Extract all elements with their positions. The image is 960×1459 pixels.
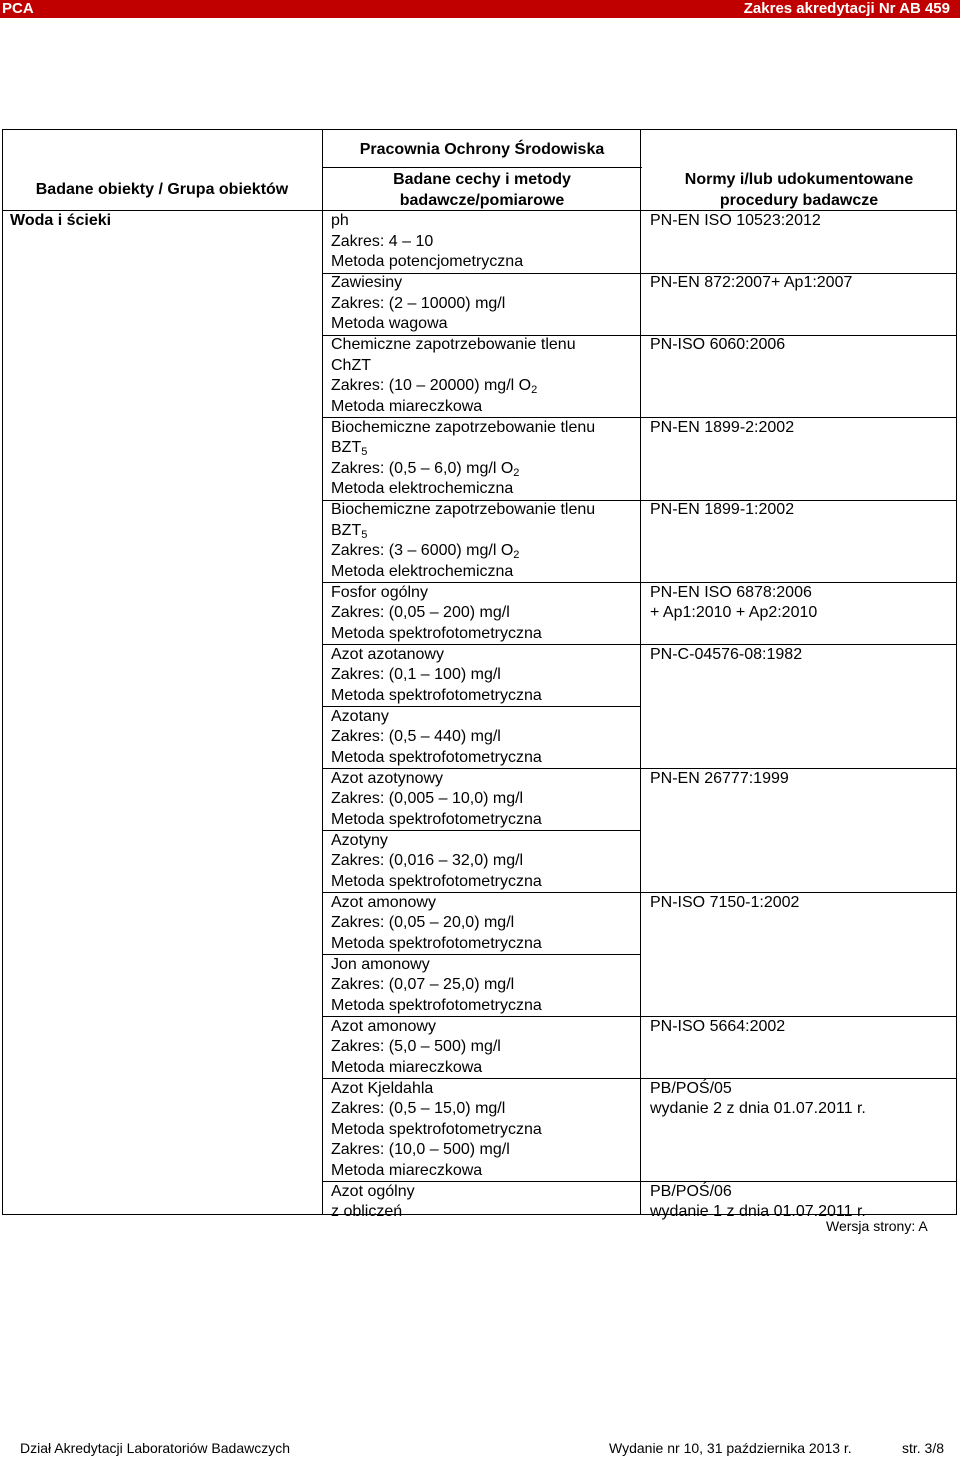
method-line: Zakres: (0,005 – 10,0) mg/l: [331, 790, 524, 807]
method-line: Azotany: [331, 707, 389, 725]
method-line: Zakres: (0,016 – 32,0) mg/l: [331, 852, 524, 869]
norm-line: PN-EN 26777:1999: [650, 769, 789, 787]
method-cell: [331, 1182, 636, 1223]
method-cell: [331, 1079, 636, 1182]
lab-name: Pracownia Ochrony Środowiska: [359, 141, 605, 158]
footer-edition: Wydanie nr 10, 31 października 2013 r.: [609, 1440, 852, 1456]
object-group: Woda i ścieki: [10, 212, 112, 229]
method-line: Azot azotanowy: [331, 645, 444, 663]
method-line: Metoda spektrofotometryczna: [331, 686, 542, 704]
header-right-label: Zakres akredytacji Nr AB 459: [743, 0, 950, 17]
method-line: Zakres: (0,5 – 440) mg/l: [331, 728, 501, 745]
rule-col1: [322, 129, 323, 1215]
method-cell: [331, 335, 636, 417]
method-line: Biochemiczne zapotrzebowanie tlenu: [331, 501, 596, 518]
method-cell: [331, 831, 636, 893]
method-line: Azot Kjeldahla: [331, 1079, 434, 1097]
norm-line: PN-ISO 6060:2006: [650, 336, 786, 353]
method-line: Metoda spektrofotometryczna: [331, 1120, 542, 1138]
method-line: Metoda miareczkowa: [331, 1161, 483, 1179]
method-line: z obliczeń: [331, 1203, 403, 1220]
norm-cell: [650, 1079, 950, 1120]
norm-line: PN-ISO 5664:2002: [650, 1017, 786, 1035]
method-line: Jon amonowy: [331, 955, 430, 973]
method-line: Zakres: (10,0 – 500) mg/l: [331, 1141, 510, 1158]
norm-line: + Ap1:2010 + Ap2:2010: [650, 604, 818, 621]
header-left-label: PCA: [2, 0, 34, 17]
norm-line: PN-C-04576-08:1982: [650, 645, 803, 663]
norm-cell: [650, 211, 950, 232]
method-line: Chemiczne zapotrzebowanie tlenu: [331, 336, 576, 353]
norm-cell: [650, 335, 950, 356]
norm-line: PN-EN 1899-2:2002: [650, 418, 795, 436]
norm-cell: [650, 500, 950, 521]
method-line: $BZT_5$: [331, 521, 368, 541]
method-line: Zakres: (5,0 – 500) mg/l: [331, 1038, 501, 1055]
norm-line: PN-EN 1899-1:2002: [650, 501, 795, 518]
method-line: Metoda spektrofotometryczna: [331, 624, 542, 642]
header-objects: Badane obiekty / Grupa obiektów: [35, 181, 289, 198]
norm-line: PN-EN ISO 6878:2006: [650, 583, 812, 601]
method-cell: [331, 418, 636, 500]
method-line: Metoda spektrofotometryczna: [331, 996, 542, 1014]
method-cell: [331, 500, 636, 582]
norm-cell: [650, 418, 950, 439]
method-cell: [331, 645, 636, 707]
method-line: Metoda elektrochemiczna: [331, 562, 514, 580]
footer-page-number: str. 3/8: [902, 1440, 945, 1456]
norm-line: PB/POŚ/05: [650, 1079, 732, 1097]
norm-line: wydanie 2 z dnia 01.07.2011 r.: [650, 1100, 866, 1117]
method-cell: [331, 769, 636, 831]
rule-col2: [640, 129, 641, 1215]
method-line: Metoda potencjometryczna: [331, 253, 524, 270]
norm-cell: [650, 769, 950, 790]
method-line: Metoda spektrofotometryczna: [331, 748, 542, 766]
page-header-bar: [0, 0, 960, 18]
method-line: Zakres: (10 – 20000) mg/l $O_2$: [331, 377, 538, 396]
page-version: Wersja strony: A: [826, 1218, 928, 1234]
method-cell: [331, 273, 636, 335]
norm-line: PB/POŚ/06: [650, 1182, 732, 1200]
method-line: ChZT: [331, 356, 371, 374]
header-methods: Badane cechy i metody badawcze/pomiarowe: [393, 171, 571, 209]
norm-cell: [650, 1017, 950, 1038]
method-line: Azot amonowy: [331, 893, 436, 911]
method-line: Metoda spektrofotometryczna: [331, 810, 542, 828]
method-line: Zakres: 4 – 10: [331, 232, 434, 250]
method-line: Metoda wagowa: [331, 315, 448, 332]
method-line: Azot amonowy: [331, 1017, 436, 1035]
method-line: Zakres: (0,07 – 25,0) mg/l: [331, 976, 515, 993]
method-cell: [331, 893, 636, 955]
method-line: Fosfor ogólny: [331, 583, 428, 601]
method-line: Metoda miareczkowa: [331, 1058, 483, 1076]
method-cell: [331, 1017, 636, 1079]
norm-line: PN-ISO 7150-1:2002: [650, 893, 800, 911]
norm-cell: [650, 583, 950, 624]
norm-line: PN-EN ISO 10523:2012: [650, 212, 821, 229]
method-line: Metoda elektrochemiczna: [331, 480, 514, 497]
norm-cell: [650, 273, 950, 294]
method-line: Azot ogólny: [331, 1182, 415, 1200]
method-line: Zakres: (0,1 – 100) mg/l: [331, 666, 501, 683]
method-line: Azot azotynowy: [331, 769, 444, 787]
method-cell: [331, 707, 636, 769]
method-line: Zakres: (0,5 – 6,0) mg/l $O_2$: [331, 459, 520, 479]
method-line: Metoda spektrofotometryczna: [331, 934, 542, 952]
method-line: Zakres: (0,05 – 200) mg/l: [331, 604, 510, 621]
method-line: Zakres: (0,5 – 15,0) mg/l: [331, 1100, 506, 1117]
method-line: Zakres: (3 – 6000) mg/l $O_2$: [331, 542, 520, 561]
method-line: Zawiesiny: [331, 274, 403, 291]
method-cell: [331, 583, 636, 645]
method-line: Zakres: (2 – 10000) mg/l: [331, 294, 506, 312]
method-cell: [331, 211, 636, 273]
norm-cell: [650, 645, 950, 666]
method-line: Azotyny: [331, 831, 388, 849]
norm-cell: [650, 893, 950, 914]
header-norms: Normy i/lub udokumentowane procedury badawcze: [684, 171, 914, 209]
footer-department: Dział Akredytacji Laboratoriów Badawczych: [20, 1440, 291, 1456]
method-line: Biochemiczne zapotrzebowanie tlenu: [331, 418, 596, 436]
method-line: $BZT_5$: [331, 439, 368, 458]
method-line: Metoda spektrofotometryczna: [331, 872, 542, 890]
method-line: ph: [331, 212, 349, 229]
method-line: Zakres: (0,05 – 20,0) mg/l: [331, 914, 515, 931]
norm-line: wydanie 1 z dnia 01.07.2011 r.: [650, 1203, 866, 1220]
rule-below-lab-name: [322, 167, 642, 168]
method-line: Metoda miareczkowa: [331, 397, 483, 415]
norm-line: PN-EN 872:2007+ Ap1:2007: [650, 274, 853, 291]
method-cell: [331, 955, 636, 1017]
